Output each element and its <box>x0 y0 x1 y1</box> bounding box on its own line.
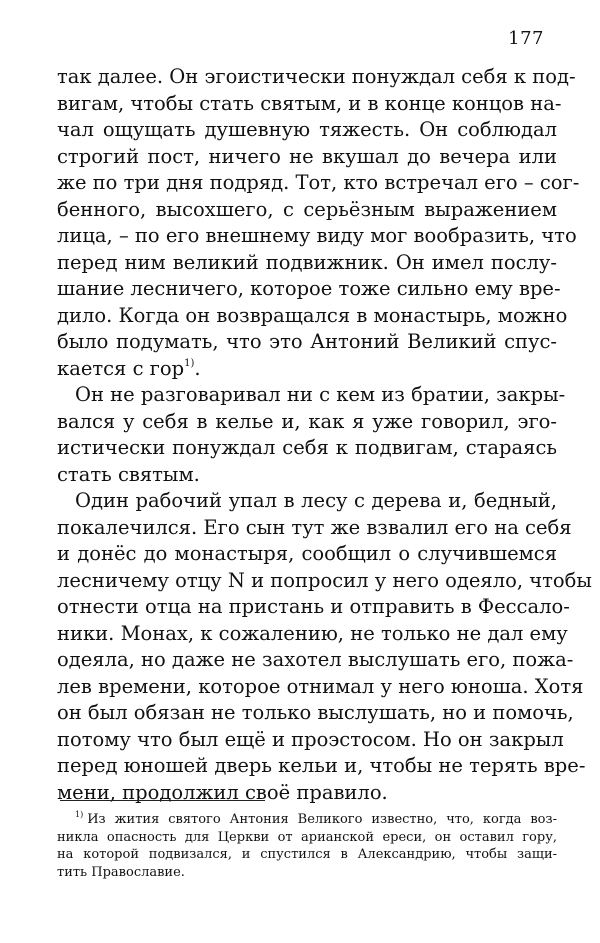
paragraph <box>57 382 566 488</box>
text-line: вался у себя в келье и, как я уже говорил, эго- <box>57 409 557 433</box>
footnote <box>57 811 557 881</box>
page-number: 177 <box>508 28 544 49</box>
body-text <box>57 64 592 806</box>
text-line-segment: кается с гор <box>57 356 185 380</box>
text-line: покалечился. Его сын тут же взвалил его на себя <box>57 515 572 539</box>
text-line: мени, продолжил своё правило. <box>57 780 388 804</box>
text-line: он был обязан не только выслушать, но и помочь, <box>57 701 574 724</box>
text-line: бенного, высохшего, с серьёзным выражением <box>57 197 557 221</box>
footnote-marker: 1) <box>75 810 84 819</box>
footnote-line <box>57 811 557 829</box>
paragraph <box>57 488 592 806</box>
text-line: перед ним великий подвижник. Он имел послу- <box>57 250 557 274</box>
footnote-divider <box>60 800 265 801</box>
text-line: Один рабочий упал в лесу с дерева и, бедный, <box>75 489 557 512</box>
text-line: было подумать, что это Антоний Великий спус- <box>57 330 557 353</box>
text-line: истически понуждал себя к подвигам, стараясь <box>57 436 557 459</box>
text-line: лев времени, которое отнимал у него юноша. Хотя <box>57 674 584 698</box>
text-line: шание лесничего, которое тоже сильно ему вре- <box>57 277 561 300</box>
text-line: одеяла, но даже не захотел выслушать его, пожа- <box>57 648 574 671</box>
text-line: чал ощущать душевную тяжесть. Он соблюдал <box>57 118 557 141</box>
text-line: стать святым. <box>57 462 200 486</box>
footnote-line-text: Из жития святого Антония Великого известно, что, когда воз- <box>87 812 557 827</box>
text-line: отнести отца на пристань и отправить в Фессало- <box>57 595 570 618</box>
footnote-ref: 1) <box>184 357 195 369</box>
footnote-line: на которой подвизался, и спустился в Александрию, чтобы защи- <box>57 847 557 862</box>
text-line: лесничему отцу N и попросил у него одеяло, чтобы <box>57 568 592 592</box>
text-line: потому что был ещё и проэстосом. Но он закрыл <box>57 727 564 751</box>
text-line: дило. Когда он возвращался в монастырь, можно <box>57 303 568 327</box>
text-line: строгий пост, ничего не вкушал до вечера или <box>57 144 557 168</box>
text-line: перед юношей дверь кельи и, чтобы не терять вре- <box>57 754 586 777</box>
text-line-with-footnote-ref <box>57 356 557 383</box>
paragraph <box>57 64 580 382</box>
text-line: Он не разговаривал ни с кем из братии, закры- <box>75 383 566 406</box>
text-line: же по три дня подряд. Тот, кто встречал его – сог- <box>57 171 580 194</box>
text-line: так далее. Он эгоистически понуждал себя к под- <box>57 65 576 88</box>
text-line: и донёс до монастыря, сообщил о случившемся <box>57 542 557 565</box>
text-line: ники. Монах, к сожалению, не только не дал ему <box>57 621 568 645</box>
text-line: лица, – по его внешнему виду мог вообразить, что <box>57 224 577 247</box>
footnote-line: никла опасность для Церкви от арианской ереси, он оставил гору, <box>57 829 557 845</box>
text-line: вигам, чтобы стать святым, и в конце концов на- <box>57 91 562 115</box>
sentence-end: . <box>194 356 201 380</box>
footnote-line: тить Православие. <box>57 864 185 880</box>
